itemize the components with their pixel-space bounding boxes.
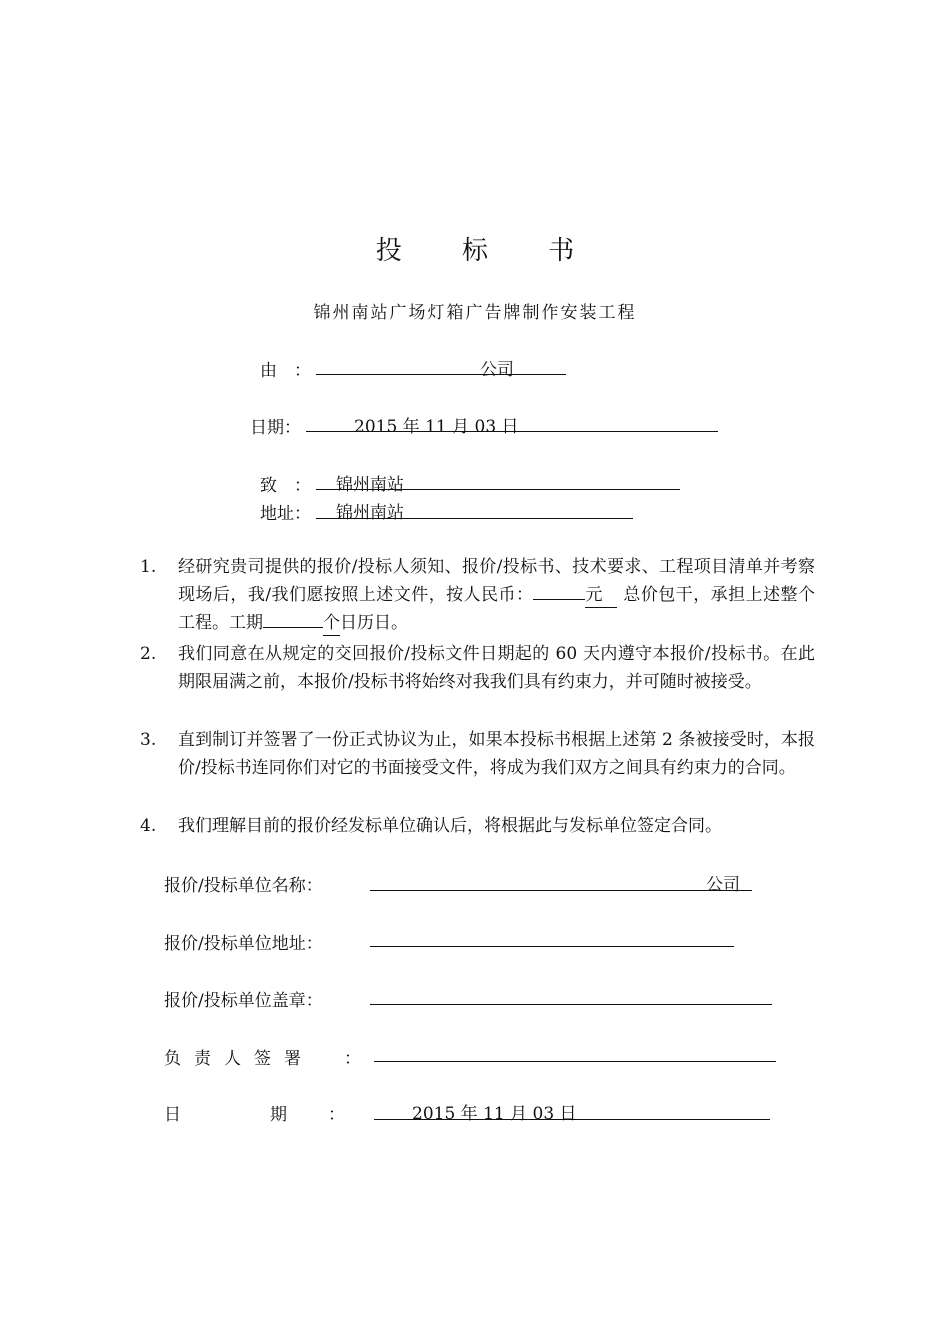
price-blank[interactable]	[533, 599, 585, 600]
item-number: 3.	[140, 730, 157, 750]
item-text: 经研究贵司提供的报价/投标人须知、报价/投标书、技术要求、工程项目清单并考察现场后，我/我们愿按照上述文件，按人民币：	[178, 557, 815, 605]
bidder-date-label-b: 期	[270, 1105, 287, 1125]
price-unit: 元	[585, 583, 617, 608]
item-text: 总价包干，承担上述整个工程。工期	[178, 585, 815, 633]
bidder-address-line[interactable]	[370, 946, 734, 947]
list-item	[140, 640, 815, 696]
list-item	[140, 812, 815, 840]
bidder-seal-line[interactable]	[370, 1004, 772, 1005]
bidder-date-value: 2015 年 11 月 03 日	[412, 1104, 577, 1124]
list-item	[140, 553, 815, 637]
address-label: 地址：	[260, 504, 311, 524]
from-field-line[interactable]	[316, 374, 566, 375]
date-label: 日期：	[250, 418, 301, 438]
item-text: 我们理解目前的报价经发标单位确认后，将根据此与发标单位签定合同。	[178, 816, 722, 836]
item-number: 1.	[140, 557, 157, 577]
project-name: 锦州南站广场灯箱广告牌制作安装工程	[313, 303, 637, 323]
item-text: 直到制订并签署了一份正式协议为止，如果本投标书根据上述第 2 条被接受时，本报价/投标书连同你们对它的书面接受文件，将成为我们双方之间具有约束力的合同。	[178, 730, 815, 778]
from-field-value: 公司	[480, 360, 514, 380]
signer-label: 负责人签署 ：	[164, 1049, 374, 1069]
bidder-date-label-a: 日	[164, 1105, 181, 1125]
to-field-value: 锦州南站	[336, 475, 404, 495]
document-title: 投 标 书	[375, 236, 601, 266]
item-number: 2.	[140, 644, 157, 664]
item-number: 4.	[140, 816, 157, 836]
item-text: 日历日。	[340, 613, 408, 633]
bidder-seal-label: 报价/投标单位盖章：	[164, 991, 323, 1011]
period-unit: 个	[323, 611, 340, 636]
period-blank[interactable]	[263, 627, 323, 628]
list-item	[140, 726, 815, 782]
to-label: 致 ：	[260, 476, 311, 496]
bidder-date-colon: ：	[328, 1105, 345, 1125]
item-text: 我们同意在从规定的交回报价/投标文件日期起的 60 天内遵守本报价/投标书。在此期限届满之前，本报价/投标书将始终对我我们具有约束力，并可随时被接受。	[178, 644, 815, 692]
bidder-name-line[interactable]	[370, 890, 752, 891]
bidder-name-value: 公司	[706, 875, 740, 895]
signer-line[interactable]	[374, 1061, 776, 1062]
date-field-value: 2015 年 11 月 03 日	[354, 417, 519, 437]
bidder-name-label: 报价/投标单位名称：	[164, 876, 323, 896]
address-field-value: 锦州南站	[336, 503, 404, 523]
bidder-address-label: 报价/投标单位地址：	[164, 934, 323, 954]
from-label: 由 ：	[260, 361, 311, 381]
